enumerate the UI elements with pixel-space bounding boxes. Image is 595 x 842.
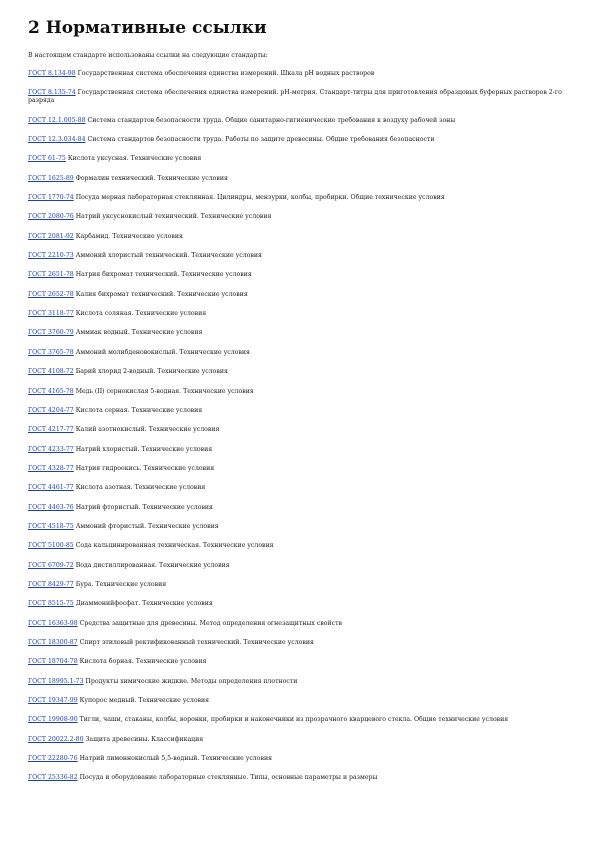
reference-link[interactable]: ГОСТ 16363-98 (28, 619, 78, 627)
reference-link[interactable]: ГОСТ 20022.2-80 (28, 735, 84, 743)
reference-link[interactable]: ГОСТ 19347-99 (28, 697, 78, 704)
reference-title: Купорос медный. Технические условия (79, 697, 210, 704)
reference-link[interactable]: ГОСТ 3765-78 (28, 348, 74, 356)
reference-link[interactable]: ГОСТ 4461-77 (28, 484, 74, 492)
reference-link[interactable]: ГОСТ 4108-72 (28, 368, 74, 376)
reference-item (28, 252, 568, 260)
reference-link[interactable]: ГОСТ 22280-76 (28, 755, 78, 763)
reference-item (28, 446, 568, 454)
reference-item (28, 407, 568, 415)
reference-item (28, 426, 568, 434)
reference-link[interactable]: ГОСТ 18995.1-73 (28, 677, 84, 685)
reference-link[interactable]: ГОСТ 1625-89 (28, 174, 74, 182)
reference-item (28, 658, 568, 666)
reference-link[interactable]: ГОСТ 4328-77 (28, 464, 74, 472)
reference-item (28, 678, 568, 686)
reference-title: Кислота борная. Технические условия (79, 658, 207, 666)
reference-link[interactable]: ГОСТ 3118-77 (28, 310, 74, 318)
reference-title: Медь (II) сернокислая 5-водная. Технические условия (75, 387, 254, 395)
reference-item (28, 465, 568, 473)
reference-title: Аммоний молибденовокислый. Технические условия (75, 348, 250, 356)
reference-link[interactable]: ГОСТ 8.135-74 (28, 89, 76, 97)
reference-item (28, 310, 568, 318)
reference-item (28, 388, 568, 396)
reference-item (28, 716, 568, 724)
reference-title: Кислота уксусная. Технические условия (67, 155, 202, 163)
reference-item (28, 271, 568, 279)
reference-title: Натрия бихромат технический. Технические условия (75, 271, 252, 279)
reference-item (28, 291, 568, 299)
reference-item (28, 329, 568, 337)
reference-title: Государственная система обеспечения единства измерений. Шкала pH водных растворов (77, 70, 375, 77)
reference-item (28, 349, 568, 357)
reference-item (28, 774, 568, 782)
reference-link[interactable]: ГОСТ 12.3.034-84 (28, 136, 86, 144)
reference-item (28, 484, 568, 492)
reference-title: Формалин технический. Технические условия (75, 174, 228, 182)
reference-item (28, 117, 568, 125)
reference-title: Аммиак водный. Технические условия (75, 329, 203, 337)
reference-item (28, 697, 568, 705)
reference-title: Натрий уксуснокислый технический. Технические условия (75, 213, 272, 221)
reference-link[interactable]: ГОСТ 3760-79 (28, 329, 74, 337)
reference-link[interactable]: ГОСТ 2652-78 (28, 290, 74, 298)
reference-link[interactable]: ГОСТ 2080-76 (28, 213, 74, 221)
reference-title: Кислота серная. Технические условия (75, 406, 203, 414)
reference-link[interactable]: ГОСТ 8429-77 (28, 580, 74, 588)
reference-item (28, 639, 568, 647)
reference-item (28, 542, 568, 550)
reference-item (28, 175, 568, 183)
reference-list (28, 70, 568, 782)
reference-link[interactable]: ГОСТ 4217-77 (28, 426, 74, 434)
reference-title: Диаммонийфосфат. Технические условия (75, 600, 213, 608)
reference-link[interactable]: ГОСТ 2210-73 (28, 252, 74, 260)
reference-title: Натрий фтористый. Технические условия (75, 503, 213, 511)
reference-link[interactable]: ГОСТ 2081-92 (28, 232, 74, 240)
section-heading: 2 Нормативные ссылки (28, 18, 267, 38)
reference-item (28, 736, 568, 744)
reference-link[interactable]: ГОСТ 4233-77 (28, 445, 74, 453)
reference-item (28, 562, 568, 570)
reference-link[interactable]: ГОСТ 12.1.005-88 (28, 116, 86, 124)
reference-link[interactable]: ГОСТ 5100-85 (28, 542, 74, 550)
reference-item (28, 213, 568, 221)
reference-item (28, 89, 568, 105)
reference-item (28, 194, 568, 202)
reference-item (28, 523, 568, 531)
reference-title: Посуда мерная лабораторная стеклянная. Цилиндры, мензурки, колбы, пробирки. Общие технические условия (75, 194, 445, 202)
reference-title: Карбамид. Технические условия (75, 232, 183, 240)
reference-link[interactable]: ГОСТ 25336-82 (28, 774, 78, 782)
reference-title: Система стандартов безопасности труда. Общие санитарно-гигиенические требования к воздуху рабочей зоны (87, 116, 456, 124)
reference-link[interactable]: ГОСТ 1770-74 (28, 194, 74, 202)
reference-link[interactable]: ГОСТ 61-75 (28, 155, 66, 163)
reference-title: Защита древесины. Классификация (85, 735, 204, 743)
reference-item (28, 70, 568, 78)
reference-link[interactable]: ГОСТ 8515-75 (28, 600, 74, 608)
reference-title: Сода кальцинированная техническая. Технические условия (75, 542, 274, 550)
reference-item (28, 600, 568, 608)
reference-link[interactable]: ГОСТ 4518-75 (28, 522, 74, 530)
reference-title: Посуда и оборудование лабораторные стеклянные. Типы, основные параметры и размеры (79, 774, 378, 782)
reference-title: Кислота соляная. Технические условия (75, 310, 207, 318)
reference-title: Аммоний хлористый технический. Технические условия (75, 252, 262, 260)
intro-text: В настоящем стандарте использованы ссылки на следующие стандарты: (28, 52, 268, 59)
reference-title: Натрий лимоннокислый 5,5-водный. Технические условия (79, 755, 272, 763)
reference-title: Средства защитные для древесины. Метод определения огнезащитных свойств (79, 619, 342, 627)
reference-title: Натрия гидроокись. Технические условия (75, 464, 215, 472)
reference-title: Спирт этиловый ректификованный технический. Технические условия (79, 638, 314, 646)
reference-title: Система стандартов безопасности труда. Работы по защите древесины. Общие требования безопасности (87, 136, 435, 144)
reference-title: Продукты химические жидкие. Методы определения плотности (85, 677, 298, 685)
reference-item (28, 155, 568, 163)
reference-title: Государственная система обеспечения единства измерений. pH-метрия. Стандарт-титры для приготовления образцовых буферных растворов 2-го разряда (28, 89, 562, 105)
reference-title: Аммоний фтористый. Технические условия (75, 522, 219, 530)
reference-link[interactable]: ГОСТ 4204-77 (28, 406, 74, 414)
reference-title: Калия бихромат технический. Технические условия (75, 290, 248, 298)
reference-link[interactable]: ГОСТ 6709-72 (28, 561, 74, 569)
reference-item (28, 581, 568, 589)
reference-item (28, 755, 568, 763)
reference-title: Тигли, чаши, стаканы, колбы, воронки, пробирки и наконечники из прозрачного кварцевого стекла. Общие технические условия (79, 716, 509, 724)
reference-link[interactable]: ГОСТ 18704-78 (28, 658, 78, 666)
document-page (28, 18, 568, 794)
reference-item (28, 504, 568, 512)
reference-link[interactable]: ГОСТ 4463-76 (28, 503, 74, 511)
reference-item (28, 368, 568, 376)
reference-link[interactable]: ГОСТ 19908-90 (28, 716, 78, 724)
reference-item (28, 620, 568, 628)
reference-link[interactable]: ГОСТ 18300-87 (28, 638, 78, 646)
reference-item (28, 233, 568, 241)
reference-link[interactable]: ГОСТ 8.134-98 (28, 70, 76, 77)
reference-item (28, 136, 568, 144)
reference-title: Бура. Технические условия (75, 580, 167, 588)
reference-title: Вода дистиллированная. Технические условия (75, 561, 230, 569)
reference-title: Кислота азотная. Технические условия (75, 484, 206, 492)
reference-title: Калий азотнокислый. Технические условия (75, 426, 220, 434)
reference-title: Барий хлорид 2-водный. Технические условия (75, 368, 228, 376)
reference-link[interactable]: ГОСТ 4165-78 (28, 387, 74, 395)
reference-link[interactable]: ГОСТ 2651-78 (28, 271, 74, 279)
reference-title: Натрий хлористый. Технические условия (75, 445, 213, 453)
